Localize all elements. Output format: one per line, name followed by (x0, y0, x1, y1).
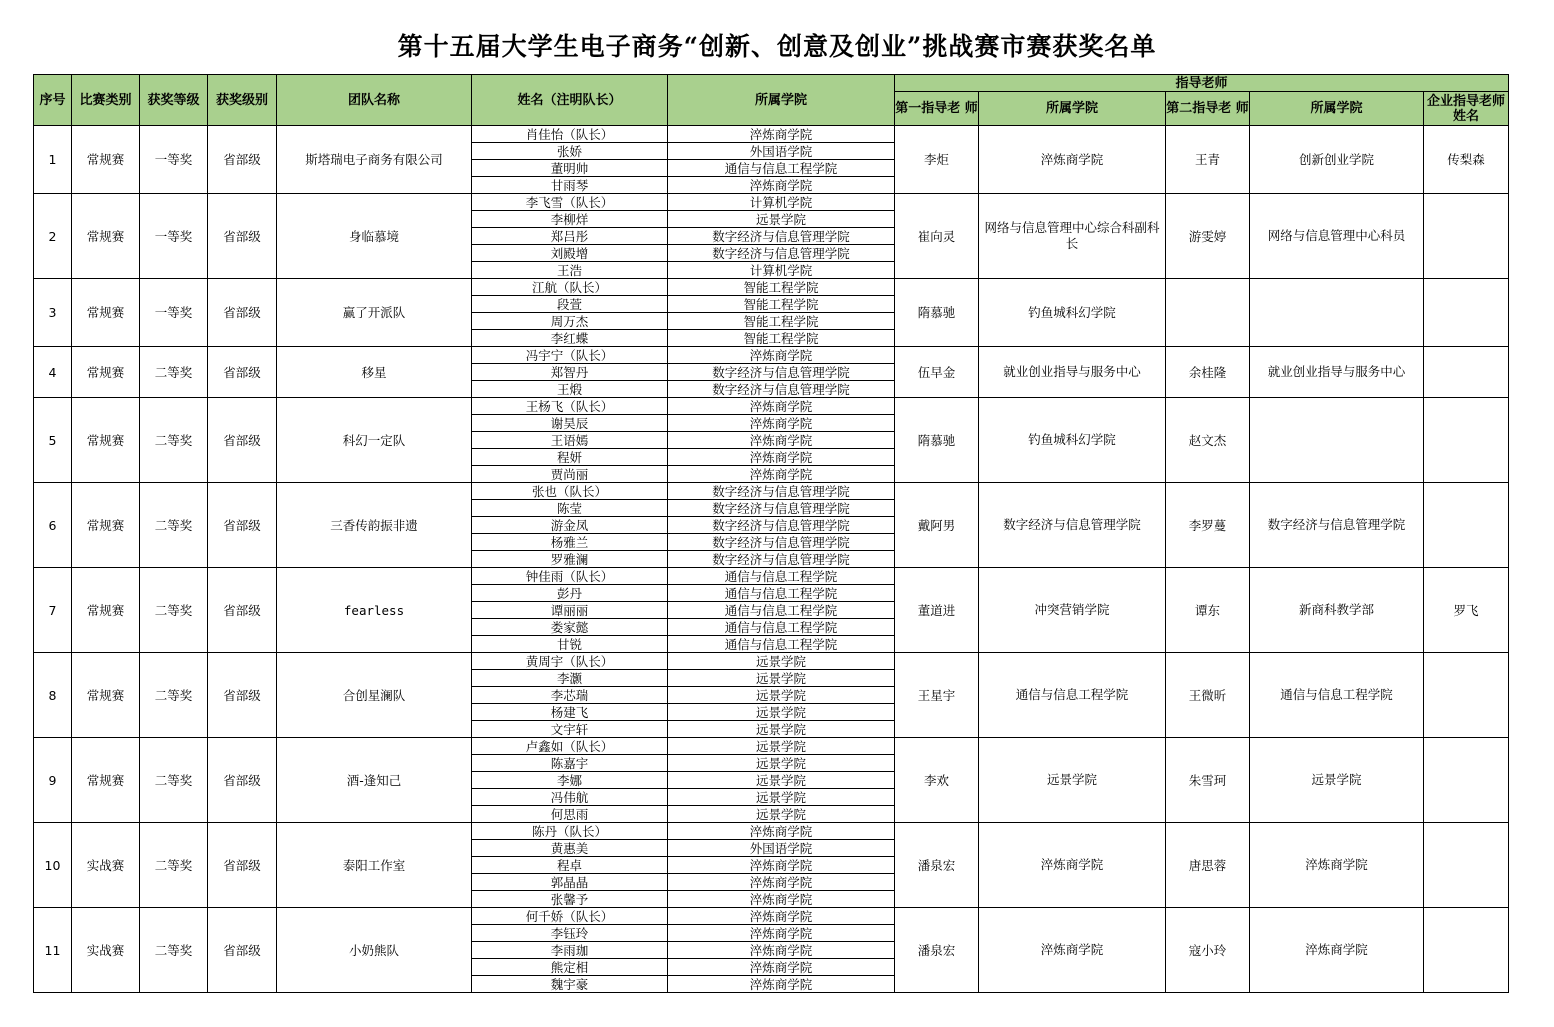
member-name-cell: 陈嘉宇 (472, 755, 668, 772)
team-row (34, 653, 1509, 670)
member-college-cell: 淬炼商学院 (668, 126, 895, 143)
member-college-cell: 远景学院 (668, 806, 895, 823)
advisor1-cell: 潘泉宏 (895, 823, 979, 908)
level-cell: 省部级 (208, 908, 277, 993)
team-name-cell: 科幻一定队 (277, 398, 472, 483)
member-name-cell: 王煅 (472, 381, 668, 398)
advisor2-cell (1166, 279, 1250, 347)
member-college-cell: 淬炼商学院 (668, 398, 895, 415)
advisor1-college-cell: 钓鱼城科幻学院 (979, 398, 1166, 483)
team-name-cell: 酒-逢知己 (277, 738, 472, 823)
advisor2-college-cell: 新商科教学部 (1250, 568, 1424, 653)
team-name-cell: fearless (277, 568, 472, 653)
category-cell: 常规赛 (72, 398, 140, 483)
member-college-cell: 数字经济与信息管理学院 (668, 228, 895, 245)
advisor1-cell: 伍早金 (895, 347, 979, 398)
member-name-cell: 董明帅 (472, 160, 668, 177)
header-level: 获奖级别 (208, 75, 277, 126)
member-name-cell: 娄家懿 (472, 619, 668, 636)
member-name-cell: 李芯瑞 (472, 687, 668, 704)
header-name: 姓名（注明队长） (472, 75, 668, 126)
member-name-cell: 李雨珈 (472, 942, 668, 959)
advisor2-college-cell: 网络与信息管理中心科员 (1250, 194, 1424, 279)
member-name-cell: 陈莹 (472, 500, 668, 517)
advisor1-cell: 隋慕驰 (895, 279, 979, 347)
team-name-cell: 三香传韵振非遗 (277, 483, 472, 568)
enterprise-advisor-cell: 罗飞 (1424, 568, 1509, 653)
member-name-cell: 黄惠美 (472, 840, 668, 857)
prize-cell: 二等奖 (140, 483, 208, 568)
level-cell: 省部级 (208, 738, 277, 823)
category-cell: 常规赛 (72, 568, 140, 653)
member-college-cell: 数字经济与信息管理学院 (668, 500, 895, 517)
member-name-cell: 李钰玲 (472, 925, 668, 942)
member-college-cell: 淬炼商学院 (668, 449, 895, 466)
seq-cell: 2 (34, 194, 72, 279)
seq-cell: 11 (34, 908, 72, 993)
member-name-cell: 王语嫣 (472, 432, 668, 449)
category-cell: 常规赛 (72, 738, 140, 823)
team-name-cell: 小奶熊队 (277, 908, 472, 993)
member-name-cell: 杨雅兰 (472, 534, 668, 551)
advisor1-cell: 崔向灵 (895, 194, 979, 279)
member-college-cell: 外国语学院 (668, 143, 895, 160)
member-college-cell: 远景学院 (668, 755, 895, 772)
advisor1-college-cell: 钓鱼城科幻学院 (979, 279, 1166, 347)
member-college-cell: 数字经济与信息管理学院 (668, 517, 895, 534)
enterprise-advisor-cell (1424, 823, 1509, 908)
category-cell: 常规赛 (72, 194, 140, 279)
enterprise-advisor-cell (1424, 738, 1509, 823)
advisor2-college-cell: 远景学院 (1250, 738, 1424, 823)
member-name-cell: 李飞雪（队长） (472, 194, 668, 211)
member-name-cell: 郑吕彤 (472, 228, 668, 245)
prize-cell: 一等奖 (140, 126, 208, 194)
team-name-cell: 移星 (277, 347, 472, 398)
prize-cell: 二等奖 (140, 347, 208, 398)
member-college-cell: 远景学院 (668, 670, 895, 687)
member-name-cell: 甘雨琴 (472, 177, 668, 194)
advisor1-cell: 李欢 (895, 738, 979, 823)
category-cell: 常规赛 (72, 347, 140, 398)
seq-cell: 7 (34, 568, 72, 653)
member-name-cell: 谢昊辰 (472, 415, 668, 432)
member-college-cell: 通信与信息工程学院 (668, 585, 895, 602)
seq-cell: 9 (34, 738, 72, 823)
member-name-cell: 郭晶晶 (472, 874, 668, 891)
member-name-cell: 冯宇宁（队长） (472, 347, 668, 364)
advisor2-cell: 寇小玲 (1166, 908, 1250, 993)
enterprise-advisor-cell (1424, 279, 1509, 347)
level-cell: 省部级 (208, 126, 277, 194)
enterprise-advisor-cell (1424, 347, 1509, 398)
advisor2-college-cell: 通信与信息工程学院 (1250, 653, 1424, 738)
member-name-cell: 程卓 (472, 857, 668, 874)
enterprise-advisor-cell (1424, 194, 1509, 279)
member-college-cell: 淬炼商学院 (668, 959, 895, 976)
team-row (34, 398, 1509, 415)
member-college-cell: 通信与信息工程学院 (668, 568, 895, 585)
advisor1-college-cell: 淬炼商学院 (979, 126, 1166, 194)
advisor1-cell: 李炬 (895, 126, 979, 194)
member-college-cell: 远景学院 (668, 738, 895, 755)
category-cell: 常规赛 (72, 653, 140, 738)
advisor1-college-cell: 淬炼商学院 (979, 908, 1166, 993)
member-name-cell: 贾尚丽 (472, 466, 668, 483)
header-team: 团队名称 (277, 75, 472, 126)
advisor2-college-cell: 淬炼商学院 (1250, 823, 1424, 908)
member-name-cell: 刘殿增 (472, 245, 668, 262)
member-name-cell: 郑智丹 (472, 364, 668, 381)
prize-cell: 二等奖 (140, 738, 208, 823)
advisor1-college-cell: 远景学院 (979, 738, 1166, 823)
seq-cell: 6 (34, 483, 72, 568)
member-name-cell: 张馨予 (472, 891, 668, 908)
member-college-cell: 远景学院 (668, 721, 895, 738)
team-row (34, 347, 1509, 364)
member-name-cell: 江航（队长） (472, 279, 668, 296)
advisor2-college-cell: 淬炼商学院 (1250, 908, 1424, 993)
seq-cell: 4 (34, 347, 72, 398)
member-name-cell: 李柳烊 (472, 211, 668, 228)
member-college-cell: 数字经济与信息管理学院 (668, 483, 895, 500)
member-name-cell: 钟佳雨（队长） (472, 568, 668, 585)
member-name-cell: 周万杰 (472, 313, 668, 330)
member-college-cell: 淬炼商学院 (668, 466, 895, 483)
member-college-cell: 淬炼商学院 (668, 415, 895, 432)
seq-cell: 1 (34, 126, 72, 194)
advisor2-cell: 朱雪珂 (1166, 738, 1250, 823)
advisor2-cell: 王青 (1166, 126, 1250, 194)
member-college-cell: 淬炼商学院 (668, 177, 895, 194)
member-name-cell: 杨建飞 (472, 704, 668, 721)
member-name-cell: 文宇轩 (472, 721, 668, 738)
member-name-cell: 卢鑫如（队长） (472, 738, 668, 755)
member-college-cell: 远景学院 (668, 772, 895, 789)
member-college-cell: 通信与信息工程学院 (668, 160, 895, 177)
member-name-cell: 张娇 (472, 143, 668, 160)
team-name-cell: 身临慕境 (277, 194, 472, 279)
advisor2-college-cell (1250, 279, 1424, 347)
level-cell: 省部级 (208, 279, 277, 347)
level-cell: 省部级 (208, 568, 277, 653)
header-college1: 所属学院 (979, 92, 1166, 126)
member-name-cell: 王杨飞（队长） (472, 398, 668, 415)
advisor1-college-cell: 冲突营销学院 (979, 568, 1166, 653)
header-prize: 获奖等级 (140, 75, 208, 126)
advisor2-college-cell: 数字经济与信息管理学院 (1250, 483, 1424, 568)
header-advisors: 指导老师 (895, 75, 1509, 92)
member-college-cell: 淬炼商学院 (668, 874, 895, 891)
member-college-cell: 智能工程学院 (668, 279, 895, 296)
member-name-cell: 陈丹（队长） (472, 823, 668, 840)
category-cell: 常规赛 (72, 279, 140, 347)
prize-cell: 一等奖 (140, 194, 208, 279)
advisor2-cell: 余桂隆 (1166, 347, 1250, 398)
member-name-cell: 熊定相 (472, 959, 668, 976)
member-name-cell: 甘锐 (472, 636, 668, 653)
member-college-cell: 远景学院 (668, 789, 895, 806)
member-name-cell: 游金凤 (472, 517, 668, 534)
member-name-cell: 何思雨 (472, 806, 668, 823)
member-college-cell: 通信与信息工程学院 (668, 619, 895, 636)
member-name-cell: 李红蝶 (472, 330, 668, 347)
member-college-cell: 数字经济与信息管理学院 (668, 364, 895, 381)
advisor1-college-cell: 通信与信息工程学院 (979, 653, 1166, 738)
team-row (34, 126, 1509, 143)
member-college-cell: 远景学院 (668, 653, 895, 670)
table-body (34, 126, 1509, 993)
seq-cell: 8 (34, 653, 72, 738)
member-college-cell: 计算机学院 (668, 262, 895, 279)
header-seq: 序号 (34, 75, 72, 126)
team-row (34, 483, 1509, 500)
header-enterprise: 企业指导老师姓名 (1424, 92, 1509, 126)
member-college-cell: 淬炼商学院 (668, 347, 895, 364)
team-name-cell: 泰阳工作室 (277, 823, 472, 908)
prize-cell: 二等奖 (140, 653, 208, 738)
prize-cell: 二等奖 (140, 823, 208, 908)
seq-cell: 3 (34, 279, 72, 347)
member-college-cell: 淬炼商学院 (668, 908, 895, 925)
member-college-cell: 智能工程学院 (668, 296, 895, 313)
category-cell: 实战赛 (72, 908, 140, 993)
advisor1-college-cell: 淬炼商学院 (979, 823, 1166, 908)
enterprise-advisor-cell (1424, 483, 1509, 568)
advisor2-cell: 游雯婷 (1166, 194, 1250, 279)
prize-cell: 二等奖 (140, 908, 208, 993)
header-college: 所属学院 (668, 75, 895, 126)
advisor1-college-cell: 就业创业指导与服务中心 (979, 347, 1166, 398)
level-cell: 省部级 (208, 398, 277, 483)
enterprise-advisor-cell (1424, 653, 1509, 738)
team-row (34, 279, 1509, 296)
category-cell: 常规赛 (72, 483, 140, 568)
prize-cell: 一等奖 (140, 279, 208, 347)
member-name-cell: 段萱 (472, 296, 668, 313)
team-row (34, 908, 1509, 925)
advisor1-college-cell: 数字经济与信息管理学院 (979, 483, 1166, 568)
advisor1-cell: 潘泉宏 (895, 908, 979, 993)
member-name-cell: 李娜 (472, 772, 668, 789)
advisor1-cell: 董道进 (895, 568, 979, 653)
enterprise-advisor-cell (1424, 908, 1509, 993)
member-name-cell: 肖佳怡（队长） (472, 126, 668, 143)
award-table (33, 74, 1509, 993)
member-college-cell: 淬炼商学院 (668, 823, 895, 840)
member-college-cell: 数字经济与信息管理学院 (668, 551, 895, 568)
member-name-cell: 冯伟航 (472, 789, 668, 806)
advisor1-cell: 隋慕驰 (895, 398, 979, 483)
member-college-cell: 智能工程学院 (668, 330, 895, 347)
member-college-cell: 淬炼商学院 (668, 925, 895, 942)
member-name-cell: 李灏 (472, 670, 668, 687)
team-name-cell: 赢了开派队 (277, 279, 472, 347)
level-cell: 省部级 (208, 653, 277, 738)
member-college-cell: 淬炼商学院 (668, 432, 895, 449)
page-title: 第十五届大学生电子商务“创新、创意及创业”挑战赛市赛获奖名单 (397, 32, 1157, 61)
header-advisor1: 第一指导老 师 (895, 92, 979, 126)
advisor2-cell: 谭东 (1166, 568, 1250, 653)
seq-cell: 5 (34, 398, 72, 483)
prize-cell: 二等奖 (140, 398, 208, 483)
member-name-cell: 程妍 (472, 449, 668, 466)
team-row (34, 568, 1509, 585)
advisor1-college-cell: 网络与信息管理中心综合科副科长 (979, 194, 1166, 279)
member-college-cell: 淬炼商学院 (668, 976, 895, 993)
enterprise-advisor-cell: 传梨森 (1424, 126, 1509, 194)
enterprise-advisor-cell (1424, 398, 1509, 483)
seq-cell: 10 (34, 823, 72, 908)
member-name-cell: 何千娇（队长） (472, 908, 668, 925)
team-row (34, 194, 1509, 211)
member-college-cell: 智能工程学院 (668, 313, 895, 330)
member-name-cell: 谭丽丽 (472, 602, 668, 619)
header-category: 比赛类别 (72, 75, 140, 126)
advisor2-cell: 唐思蓉 (1166, 823, 1250, 908)
member-college-cell: 淬炼商学院 (668, 942, 895, 959)
member-college-cell: 外国语学院 (668, 840, 895, 857)
member-college-cell: 远景学院 (668, 704, 895, 721)
member-college-cell: 远景学院 (668, 687, 895, 704)
level-cell: 省部级 (208, 483, 277, 568)
member-college-cell: 通信与信息工程学院 (668, 602, 895, 619)
advisor2-college-cell: 就业创业指导与服务中心 (1250, 347, 1424, 398)
level-cell: 省部级 (208, 194, 277, 279)
member-name-cell: 张也（队长） (472, 483, 668, 500)
member-name-cell: 罗雅澜 (472, 551, 668, 568)
member-college-cell: 淬炼商学院 (668, 891, 895, 908)
member-name-cell: 王浩 (472, 262, 668, 279)
header-advisor2: 第二指导老 师 (1166, 92, 1250, 126)
member-college-cell: 计算机学院 (668, 194, 895, 211)
advisor1-cell: 戴阿男 (895, 483, 979, 568)
advisor2-cell: 王微昕 (1166, 653, 1250, 738)
member-college-cell: 数字经济与信息管理学院 (668, 245, 895, 262)
level-cell: 省部级 (208, 823, 277, 908)
level-cell: 省部级 (208, 347, 277, 398)
member-name-cell: 彭丹 (472, 585, 668, 602)
member-college-cell: 远景学院 (668, 211, 895, 228)
category-cell: 实战赛 (72, 823, 140, 908)
advisor2-cell: 赵文杰 (1166, 398, 1250, 483)
member-name-cell: 魏宇豪 (472, 976, 668, 993)
team-name-cell: 合创星澜队 (277, 653, 472, 738)
member-college-cell: 淬炼商学院 (668, 857, 895, 874)
advisor2-college-cell (1250, 398, 1424, 483)
member-college-cell: 数字经济与信息管理学院 (668, 534, 895, 551)
category-cell: 常规赛 (72, 126, 140, 194)
member-college-cell: 通信与信息工程学院 (668, 636, 895, 653)
advisor2-cell: 李罗蔓 (1166, 483, 1250, 568)
team-row (34, 823, 1509, 840)
advisor1-cell: 王星宇 (895, 653, 979, 738)
member-college-cell: 数字经济与信息管理学院 (668, 381, 895, 398)
team-row (34, 738, 1509, 755)
prize-cell: 二等奖 (140, 568, 208, 653)
team-name-cell: 斯塔瑞电子商务有限公司 (277, 126, 472, 194)
header-college2: 所属学院 (1250, 92, 1424, 126)
member-name-cell: 黄周宇（队长） (472, 653, 668, 670)
advisor2-college-cell: 创新创业学院 (1250, 126, 1424, 194)
